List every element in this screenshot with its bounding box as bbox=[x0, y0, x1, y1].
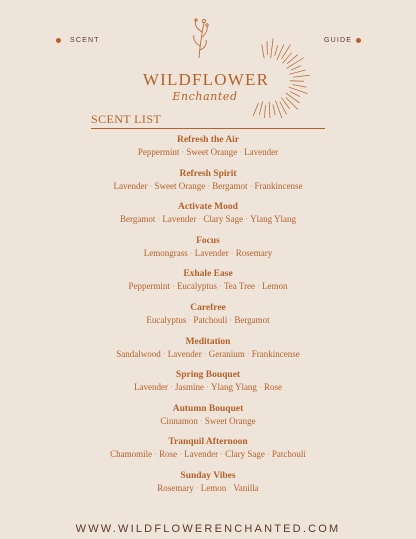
note-ingredient: Bergamot bbox=[234, 314, 270, 325]
note-ingredient: Cinnamon bbox=[160, 415, 198, 426]
sun-ray bbox=[259, 101, 262, 115]
blend-name: Refresh Spirit bbox=[179, 168, 237, 179]
sun-ray bbox=[262, 45, 264, 59]
sun-ray bbox=[293, 75, 310, 77]
note-separator: · bbox=[154, 449, 158, 460]
note-ingredient: Eucalyptus bbox=[146, 314, 187, 325]
scent-list-heading: SCENT LIST bbox=[91, 112, 162, 126]
note-separator: · bbox=[188, 314, 192, 325]
sun-ray bbox=[273, 104, 275, 115]
blend-name: Activate Mood bbox=[178, 202, 238, 213]
note-ingredient: Bergamot bbox=[120, 214, 156, 225]
note-ingredient: Lavender bbox=[244, 147, 279, 157]
note-ingredient: Frankincense bbox=[254, 180, 303, 191]
note-separator: · bbox=[206, 382, 210, 393]
blend-notes bbox=[0, 247, 416, 259]
sun-ray bbox=[275, 45, 278, 56]
note-ingredient: Lavender bbox=[134, 382, 169, 393]
note-ingredient: Vanilla bbox=[233, 482, 259, 493]
sun-ray bbox=[264, 105, 266, 118]
blend-item bbox=[0, 134, 416, 168]
blend-item bbox=[0, 168, 416, 202]
note-separator: · bbox=[199, 415, 203, 426]
sun-rays-flower-icon bbox=[120, 18, 320, 118]
blend-item bbox=[0, 403, 416, 437]
note-ingredient: Tea Tree bbox=[223, 281, 256, 292]
blend-item bbox=[0, 369, 416, 403]
blend-item bbox=[0, 302, 416, 336]
blend-notes bbox=[0, 448, 416, 460]
note-ingredient: Rose bbox=[159, 449, 178, 460]
note-ingredient: Lemon bbox=[200, 482, 227, 493]
blend-notes bbox=[0, 213, 416, 225]
blend-notes bbox=[0, 180, 416, 192]
note-ingredient: Patchouli bbox=[271, 449, 306, 460]
note-ingredient: Frankincense bbox=[251, 348, 300, 359]
note-separator: · bbox=[220, 449, 224, 460]
sun-ray bbox=[291, 66, 301, 70]
note-ingredient: Clary Sage bbox=[203, 214, 244, 225]
note-separator: · bbox=[157, 214, 161, 225]
note-separator: · bbox=[189, 247, 193, 258]
blend-name: Sunday Vibes bbox=[180, 470, 236, 481]
blend-name: Tranquil Afternoon bbox=[168, 437, 248, 448]
note-separator: · bbox=[203, 348, 207, 359]
sun-ray bbox=[271, 38, 273, 58]
blend-name: Autumn Bouquet bbox=[172, 403, 244, 414]
blend-item bbox=[0, 470, 416, 504]
blend-notes bbox=[0, 381, 416, 393]
note-ingredient: Sweet Orange bbox=[154, 180, 206, 191]
note-ingredient: Rosemary bbox=[157, 482, 194, 493]
note-separator: · bbox=[257, 281, 261, 292]
sun-ray bbox=[269, 102, 270, 118]
blend-list bbox=[0, 134, 416, 504]
note-separator: · bbox=[239, 147, 243, 157]
blend-notes bbox=[0, 280, 416, 292]
note-ingredient: Sweet Orange bbox=[204, 415, 256, 426]
note-ingredient: Sweet Orange bbox=[186, 147, 238, 157]
note-separator: · bbox=[246, 348, 250, 359]
website-url: WWW.WILDFLOWERENCHANTED.COM bbox=[75, 523, 341, 535]
blend-item bbox=[0, 436, 416, 470]
note-separator: · bbox=[179, 449, 183, 460]
sun-ray bbox=[287, 58, 304, 69]
note-separator: · bbox=[258, 382, 262, 393]
blend-name: Carefree bbox=[190, 302, 226, 313]
note-ingredient: Sandalwood bbox=[116, 348, 161, 359]
note-ingredient: Eucalyptus bbox=[176, 281, 217, 292]
note-separator: · bbox=[195, 482, 199, 493]
note-separator: · bbox=[228, 482, 232, 493]
note-separator: · bbox=[149, 180, 153, 191]
note-separator: · bbox=[230, 247, 234, 258]
right-bullet-dot bbox=[356, 38, 361, 43]
note-ingredient: Ylang Ylang bbox=[250, 214, 296, 225]
blend-item bbox=[0, 235, 416, 269]
note-separator: · bbox=[245, 214, 249, 225]
sun-ray bbox=[282, 53, 291, 64]
blend-notes bbox=[0, 482, 416, 494]
sun-ray bbox=[276, 101, 283, 118]
note-separator: · bbox=[170, 382, 174, 393]
note-ingredient: Bergamot bbox=[212, 180, 248, 191]
brand-logo bbox=[120, 18, 320, 118]
note-ingredient: Ylang Ylang bbox=[211, 382, 257, 393]
note-ingredient: Rosemary bbox=[235, 247, 273, 258]
note-ingredient: Lavender bbox=[184, 449, 219, 460]
guide-label: GUIDE bbox=[324, 37, 353, 44]
note-separator: · bbox=[181, 147, 185, 157]
note-ingredient: Lavender bbox=[162, 214, 197, 225]
blend-item bbox=[0, 201, 416, 235]
blend-notes bbox=[0, 348, 416, 360]
scent-label: SCENT bbox=[70, 37, 100, 44]
note-ingredient: Peppermint bbox=[128, 281, 170, 292]
blend-item bbox=[0, 336, 416, 370]
note-ingredient: Peppermint bbox=[137, 147, 180, 157]
note-ingredient: Lemon bbox=[262, 281, 288, 292]
sun-ray bbox=[289, 70, 305, 74]
blend-name: Spring Bouquet bbox=[175, 370, 241, 381]
note-separator: · bbox=[249, 180, 253, 191]
note-separator: · bbox=[218, 281, 222, 292]
left-bullet-dot bbox=[56, 38, 61, 43]
note-ingredient: Lavender bbox=[113, 180, 148, 191]
blend-name: Focus bbox=[196, 235, 220, 246]
note-separator: · bbox=[229, 314, 233, 325]
blend-name: Meditation bbox=[185, 336, 231, 347]
blend-notes bbox=[0, 146, 416, 158]
note-ingredient: Lavender bbox=[167, 348, 202, 359]
note-ingredient: Lavender bbox=[194, 247, 229, 258]
note-separator: · bbox=[171, 281, 175, 292]
sun-ray bbox=[293, 85, 307, 88]
note-ingredient: Clary Sage bbox=[225, 449, 265, 460]
sun-ray bbox=[290, 92, 300, 97]
blend-notes bbox=[0, 415, 416, 427]
blend-notes bbox=[0, 314, 416, 326]
blend-name: Refresh the Air bbox=[176, 135, 240, 145]
note-ingredient: Patchouli bbox=[193, 314, 228, 325]
blend-name: Exhale Ease bbox=[183, 269, 233, 280]
sun-ray bbox=[286, 98, 298, 110]
sun-ray bbox=[286, 93, 300, 103]
sun-ray bbox=[253, 103, 258, 116]
note-separator: · bbox=[162, 348, 166, 359]
note-ingredient: Rose bbox=[263, 382, 282, 393]
brand-name: WILDFLOWER bbox=[142, 70, 270, 89]
note-ingredient: Geranium bbox=[208, 348, 245, 359]
note-separator: · bbox=[266, 449, 270, 460]
brand-script: Enchanted bbox=[172, 90, 238, 103]
heading-divider bbox=[91, 128, 325, 129]
note-ingredient: Jasmine bbox=[175, 382, 205, 393]
note-separator: · bbox=[198, 214, 202, 225]
sun-ray bbox=[277, 44, 284, 60]
note-ingredient: Lemongrass bbox=[143, 247, 188, 258]
note-separator: · bbox=[207, 180, 211, 191]
blend-item bbox=[0, 268, 416, 302]
note-ingredient: Chamomile bbox=[110, 449, 153, 460]
